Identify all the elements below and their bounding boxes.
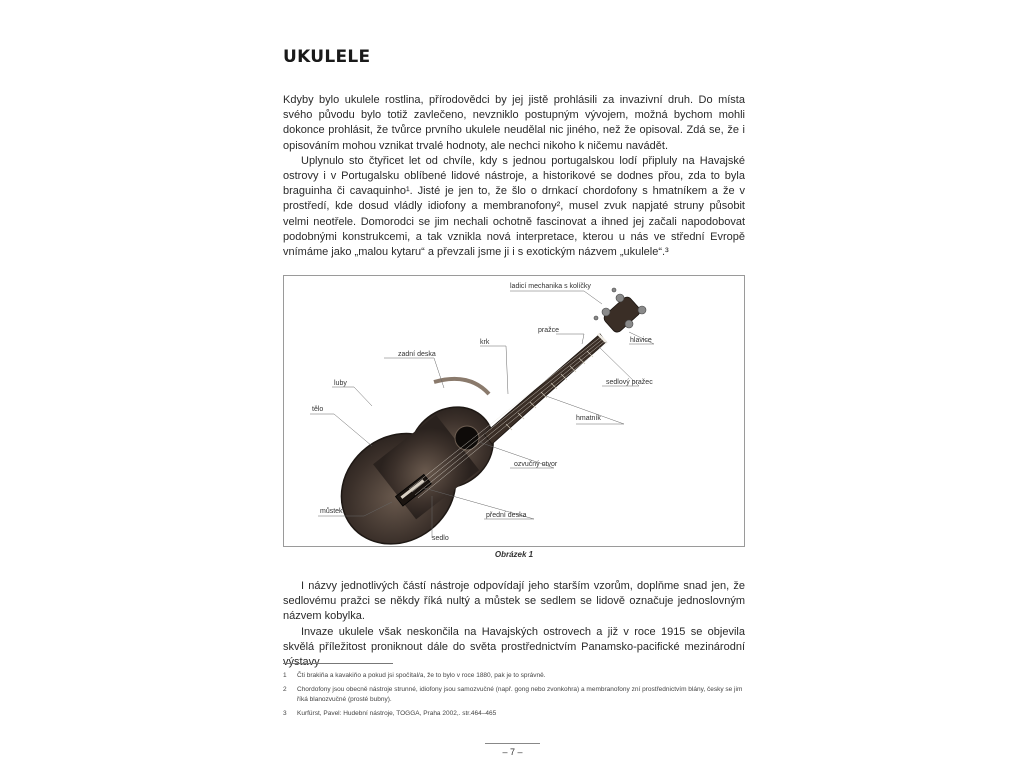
ukulele-figure (283, 275, 745, 547)
intro-text (283, 93, 745, 260)
footnote-number: 3 (283, 710, 287, 717)
footnote (283, 709, 753, 719)
label-prazce: pražce (538, 327, 560, 334)
paragraph-3: I názvy jednotlivých částí nástroje odpovídají jeho starším vzorům, doplňme snad jen, že sedlovému pražci se někdy říká nultý a můstek se sedlem se lidově označuje jednoslovným názvem kobylka. (283, 580, 745, 623)
figure-caption: Obrázek 1 (494, 550, 534, 559)
ukulele-body (319, 379, 518, 546)
paragraph-4: Invaze ukulele však neskončila na Havajských ostrovech a již v roce 1915 se objevila skvělá příležitost proniknout dále do světa prostřednictvím Panamsko-pacifické mezinárodní výstavy (283, 625, 745, 669)
ukulele-diagram (284, 276, 744, 546)
footnote-text: Chordofony jsou obecně nástroje strunné, idiofony jsou samozvučné (např. gong nebo zvonkohra) a membranofony zní prostřednictvím blány, česky se jim říká blanozvučné (prosté bubny). (297, 686, 743, 703)
sound-hole (455, 426, 479, 450)
paragraph-1: Kdyby bylo ukulele rostlina, přírodovědci by jej jistě prohlásili za invazivní druh. Do místa svého původu bylo totiž zavlečeno, nevzniklo postupným vývojem, možná bychom mohli dokonce prohlásit, že tvůrce prvního ukulele neudělal nic jiného, než že opisoval. Zdá se, že i opisováním mohou vznikat trvalé hodnoty, ale nechci nikoho k ničemu navádět. (283, 94, 745, 152)
label-ladici-mechanika: ladicí mechanika s kolíčky (510, 283, 591, 290)
label-hmatnik: hmatník (576, 415, 601, 422)
label-krk: krk (480, 339, 490, 346)
label-predni-deska: přední deska (486, 512, 527, 519)
footnote-number: 2 (283, 686, 287, 693)
label-luby: luby (334, 380, 347, 387)
footnote-text: Čti brakiňa a kavakiňo a pokud jsi spočítal/a, že to bylo v roce 1880, pak je to správně. (297, 672, 546, 679)
neck (484, 334, 606, 444)
paragraph-2: Uplynulo sto čtyřicet let od chvíle, kdy s jednou portugalskou lodí připluly na Havajské ostrovy i v Portugalsku oblíbené lidové nástroje, a historikové se dodnes přou, zda to byla braguinha či cavaquinho¹. Jisté je jen to, že šlo o drnkací chordofony s hmatníkem a že v prostředí, kde dosud vládly idiofony a membranofony², musel zvuk napjaté struny působit velmi neotřele. Domorodci se jim nechali ochotně fascinovat a ihned jej začali napodobovat podobnými konstrukcemi, a tak vznikla nová interpretace, kterou u nás ve střední Evropě vnímáme jako „malou kytaru“ a převzali jsme ji i s exotickým názvem „ukulele“.³ (283, 154, 745, 259)
label-telo: tělo (312, 406, 324, 413)
label-sedlo: sedlo (432, 535, 449, 542)
label-hlavice: hlavice (630, 337, 652, 344)
page-number-divider (485, 743, 540, 744)
page-number: – 7 – (502, 747, 523, 757)
footnotes (283, 671, 753, 723)
footnote (283, 671, 753, 681)
footnote-number: 1 (283, 672, 287, 679)
footnote-divider (283, 663, 393, 664)
footnote-text: Kurfürst, Pavel: Hudební nástroje, TOGGA, Praha 2002,. str.464–465 (297, 710, 497, 717)
label-sedlovy-prazec: sedlový pražec (606, 379, 653, 386)
label-zadni-deska: zadní deska (398, 351, 436, 358)
label-mustek: můstek (320, 508, 343, 515)
continuation-text (283, 579, 745, 670)
footnote (283, 685, 753, 705)
page-title: UKULELE (283, 47, 371, 67)
label-ozvucny-otvor: ozvučný otvor (514, 461, 558, 468)
